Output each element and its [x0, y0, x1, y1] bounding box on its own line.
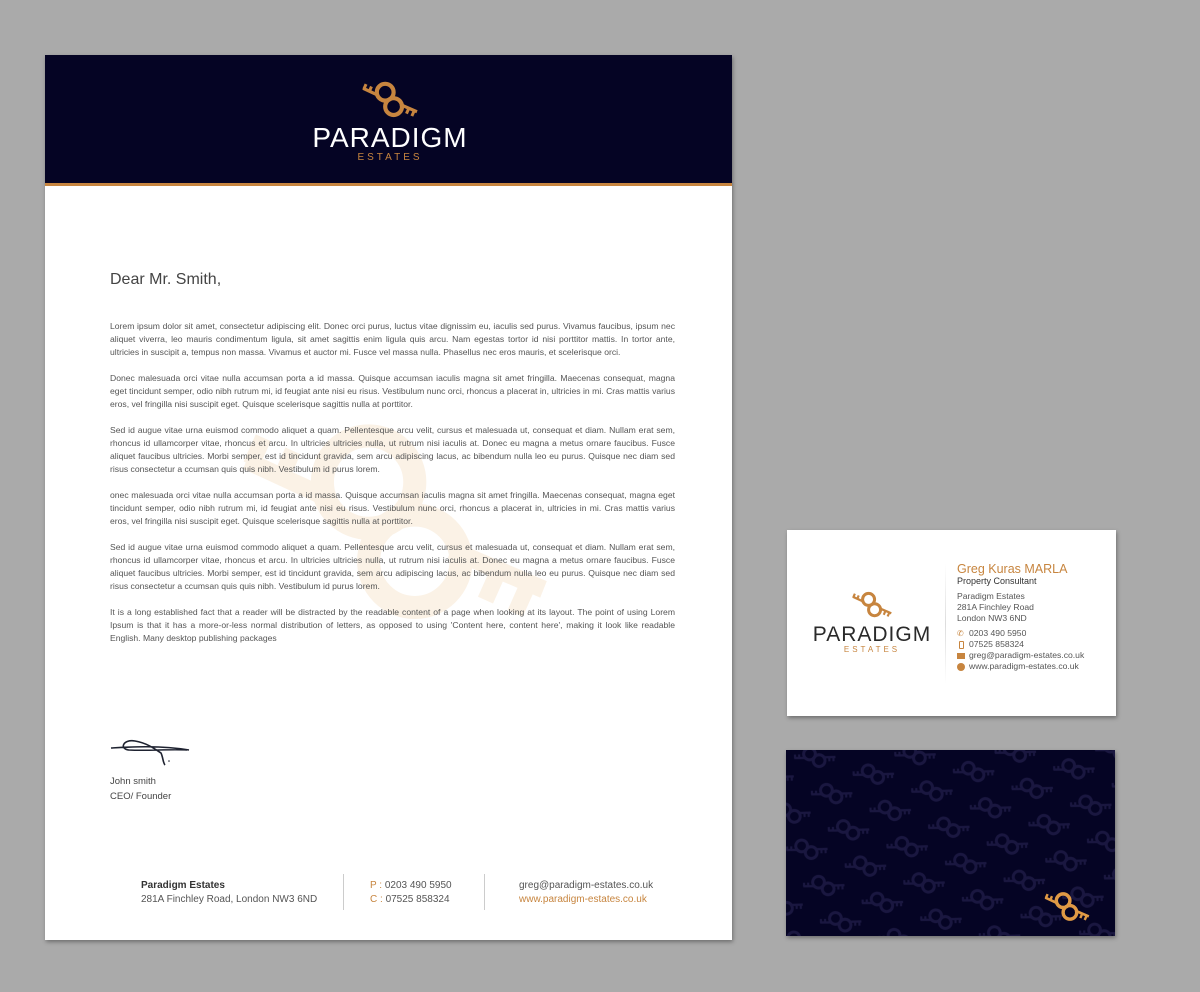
- footer-website[interactable]: www.paradigm-estates.co.uk: [519, 894, 647, 905]
- paragraph: onec malesuada orci vitae nulla accumsan porta a id massa. Quisque accumsan iaculis magna sit amet fringilla. Maecenas consequat, magna eget tincidunt semper, odio nibh rutrum mi, id feugiat ante nisi eu risus. Vestibulum nunc orci, rhoncus a placerat in, ultricies in mi. Cras mattis varius eros, vel fringilla nisi suscipit eget. Quisque scelerisque sagittis nulla at porttitor.: [110, 490, 675, 526]
- card-brand-subtitle: ESTATES: [843, 645, 901, 654]
- card-website[interactable]: www.paradigm-estates.co.uk: [969, 661, 1079, 671]
- cell-number: 07525 858324: [385, 894, 450, 905]
- cell-label: C :: [370, 894, 383, 905]
- card-company: Paradigm Estates: [957, 591, 1025, 601]
- footer-contact: [519, 879, 653, 907]
- paragraph: Lorem ipsum dolor sit amet, consectetur adipiscing elit. Donec orci purus, luctus vitae dignissim eu, iaculis sed purus. Vivamus faucibus, ipsum nec aliquet viverra, leo mauris condimentum ligula, sit amet sagittis enim ligula quis arcu. Nam egestas tortor id nisi porttitor mattis. In tortor ante, ultricies in suscipit a, tempus non massa. Vivamus et auctor mi. Fusce vel massa nulla. Phasellus nec eros mauris, et scelerisque orci.: [110, 321, 675, 357]
- keys-logo-icon: [359, 79, 421, 121]
- phone-label: P :: [370, 880, 383, 891]
- globe-icon: [957, 663, 965, 671]
- letterhead: [45, 55, 732, 940]
- mobile-icon: [959, 641, 964, 649]
- paragraph: Sed id augue vitae urna euismod commodo aliquet a quam. Pellentesque arcu velit, cursus et malesuada ut, consequat et diam. Nullam erat sem, rhoncus id ullamcorper vitae, rhoncus et arcu. In ultricies ultricies nulla, ut rutrum nisi iaculis at. Donec eu magna a metus ornare faucibus. Fusce aliquet faucibus ultricies. Morbi semper, est id tincidunt gravida, sem arcu adipiscing lacus, ac bibendum nulla leo eu purus. Quisque nec diam sed risus consectetur a ccumsan quis quis nibh. Vestibulum id purus lorem.: [110, 542, 675, 591]
- phone-number: 0203 490 5950: [384, 880, 452, 891]
- card-info: [957, 562, 1084, 672]
- brand-wordmark: PARADIGM: [312, 122, 468, 153]
- paragraph: Sed id augue vitae urna euismod commodo aliquet a quam. Pellentesque arcu velit, cursus et malesuada ut, consequat et diam. Nullam erat sem, rhoncus id ullamcorper vitae, rhoncus et arcu. In ultricies ultricies nulla, ut rutrum nisi iaculis at. Donec eu magna a metus ornare faucibus. Fusce aliquet faucibus ultricies. Morbi semper, est id tincidunt gravida, sem arcu adipiscing lacus, ac bibendum nulla leo eu purus. Quisque nec diam sed risus consectetur a ccumsan quis quis nibh. Vestibulum id purus lorem.: [110, 425, 675, 474]
- signer-name: John smith: [110, 776, 156, 787]
- business-card-front: [787, 530, 1116, 716]
- footer-phones: [370, 879, 452, 907]
- card-divider: [945, 564, 946, 684]
- letter-body: [110, 320, 675, 658]
- brand-logo: [290, 79, 490, 164]
- footer-divider: [484, 874, 485, 910]
- signer-title: CEO/ Founder: [110, 791, 172, 802]
- card-name: Greg Kuras MARLA: [957, 562, 1068, 576]
- footer-divider: [343, 874, 344, 910]
- phone-icon: ✆: [957, 628, 964, 638]
- footer-address-line: 281A Finchley Road, London NW3 6ND: [141, 894, 318, 905]
- footer-company: Paradigm Estates: [141, 880, 225, 891]
- card-title: Property Consultant: [957, 576, 1037, 586]
- footer-email[interactable]: greg@paradigm-estates.co.uk: [519, 880, 654, 891]
- email-icon: [957, 653, 965, 659]
- card-mobile-row: [957, 639, 1084, 650]
- signer-block: [110, 774, 171, 804]
- card-web-row: [957, 661, 1084, 672]
- card-address-line: London NW3 6ND: [957, 613, 1027, 623]
- letterhead-header: [45, 55, 732, 186]
- keys-logo-icon: [1042, 890, 1092, 924]
- footer-address: [141, 879, 317, 907]
- card-wordmark: PARADIGM: [812, 623, 932, 646]
- card-phone-row: [957, 628, 1084, 639]
- business-card-back: [786, 750, 1115, 936]
- card-phone: 0203 490 5950: [969, 628, 1027, 638]
- paragraph: Donec malesuada orci vitae nulla accumsan porta a id massa. Quisque accumsan iaculis magna sit amet fringilla. Maecenas consequat, magna eget tincidunt semper, odio nibh rutrum mi, id feugiat ante nisi eu risus. Vestibulum nunc orci, rhoncus a placerat in, ultricies in mi. Cras mattis varius eros, vel fringilla nisi suscipit eget. Quisque scelerisque sagittis nulla at porttitor.: [110, 373, 675, 409]
- card-email-row: [957, 650, 1084, 661]
- card-email[interactable]: greg@paradigm-estates.co.uk: [969, 650, 1085, 660]
- letter-greeting: Dear Mr. Smith,: [110, 271, 222, 288]
- card-logo: [805, 590, 939, 655]
- keys-logo-icon: [849, 590, 895, 620]
- brand-subtitle: ESTATES: [357, 152, 423, 163]
- paragraph: It is a long established fact that a reader will be distracted by the readable content of a page when looking at its layout. The point of using Lorem Ipsum is that it has a more-or-less normal distribution of letters, as opposed to using 'Content here, content here', making it look like readable English. Many desktop publishing packages: [110, 607, 675, 643]
- card-mobile: 07525 858324: [969, 639, 1024, 649]
- signature-icon: [109, 731, 191, 767]
- card-address-line: 281A Finchley Road: [957, 602, 1034, 612]
